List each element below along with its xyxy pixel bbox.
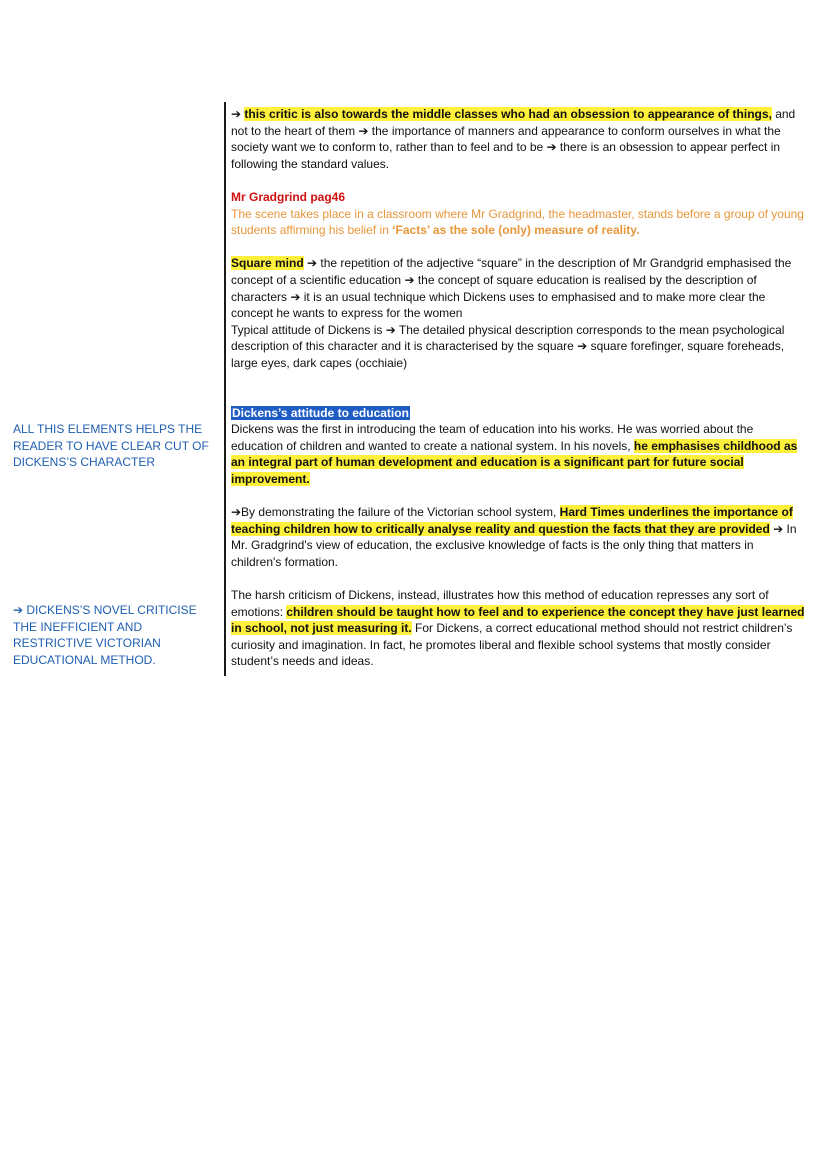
highlight-square-mind: Square mind: [231, 256, 304, 271]
criticism-text: The harsh criticism of Dickens, instead, illustrates how this method of education represses any sort of emotions:: [231, 588, 769, 619]
education-heading-line: [231, 405, 806, 422]
gradgrind-text: The scene takes place in a classroom where Mr Gradgrind, the headmaster, stands before a group of young students affirming his belief in: [231, 206, 804, 238]
gradgrind-title: Mr Gradgrind pag46: [231, 189, 346, 204]
gradgrind-description: [231, 206, 806, 239]
correct-method-text: For Dickens, a correct educational method should not restrict children’s curiosity and imagination. In fact, he promotes liberal and flexible school systems that mostly consider student’s needs and ideas.: [231, 621, 793, 669]
highlight-middle-classes: this critic is also towards the middle classes who had an obsession to appearance of things,: [244, 107, 772, 121]
highlight-feel-experience: children should be taught how to feel and to experience the concept they have just learned in school, not just measuring it.: [231, 604, 805, 636]
square-text: ➔ the repetition of the adjective “square” in the description of Mr Grandgrid emphasised the concept of a scientific education ➔ the concept of square education is realised by the description of characters ➔ it is an usual technique which Dickens uses to emphasised and to make more clear the concept he wants to express for the women: [231, 256, 792, 321]
gradgrind-view-text: ➔ In Mr. Gradgrind's view of education, the exclusive knowledge of facts is the only thing that matters in children's formation.: [231, 521, 797, 569]
education-heading: Dickens’s attitude to education: [232, 405, 409, 420]
paragraph-hard-times: [231, 504, 806, 570]
gradgrind-facts-bold: ‘Facts’ as the sole (only) measure of reality.: [392, 223, 640, 238]
highlight-childhood: he emphasises childhood as an integral part of human development and education is a significant part for future social improvement.: [231, 438, 798, 486]
side-note-educational-method: ➔ DICKENS’S NOVEL CRITICISE THE INEFFICIENT AND RESTRICTIVE VICTORIAN EDUCATIONAL METHOD.: [13, 603, 197, 667]
paragraph-text: and not to the heart of them ➔ the importance of manners and appearance to conform ourselves in what the society want we to conform to, rather than to feel and to be ➔ there is an obsession to appear perfect in following the standard values.: [231, 107, 796, 171]
paragraph-square-mind: [231, 255, 806, 321]
education-text: Dickens was the first in introducing the team of education into his works. He was worried about the education of children and wanted to create a national system. In his novels,: [231, 422, 754, 453]
paragraph-middle-classes: [231, 106, 806, 172]
paragraph-harsh-criticism: [231, 587, 806, 670]
highlight-hard-times: Hard Times underlines the importance of teaching children how to critically analyse reality and question the facts that they are provided: [231, 505, 793, 536]
hard-times-text: ➔By demonstrating the failure of the Victorian school system,: [231, 505, 560, 520]
paragraph-typical-attitude: Typical attitude of Dickens is ➔ The detailed physical description corresponds to the mean psychological description of this character and it is characterised by the square ➔ square forefinger, square foreheads, large eyes, dark capes (occhiaie): [231, 322, 785, 370]
arrow-text: ➔: [231, 107, 245, 121]
paragraph-education-intro: [231, 421, 806, 487]
main-notes-column: [231, 106, 806, 670]
margin-divider-line: [224, 102, 226, 676]
side-note-character: ALL THIS ELEMENTS HELPS THE READER TO HAVE CLEAR CUT OF DICKENS’S CHARACTER: [13, 422, 209, 470]
